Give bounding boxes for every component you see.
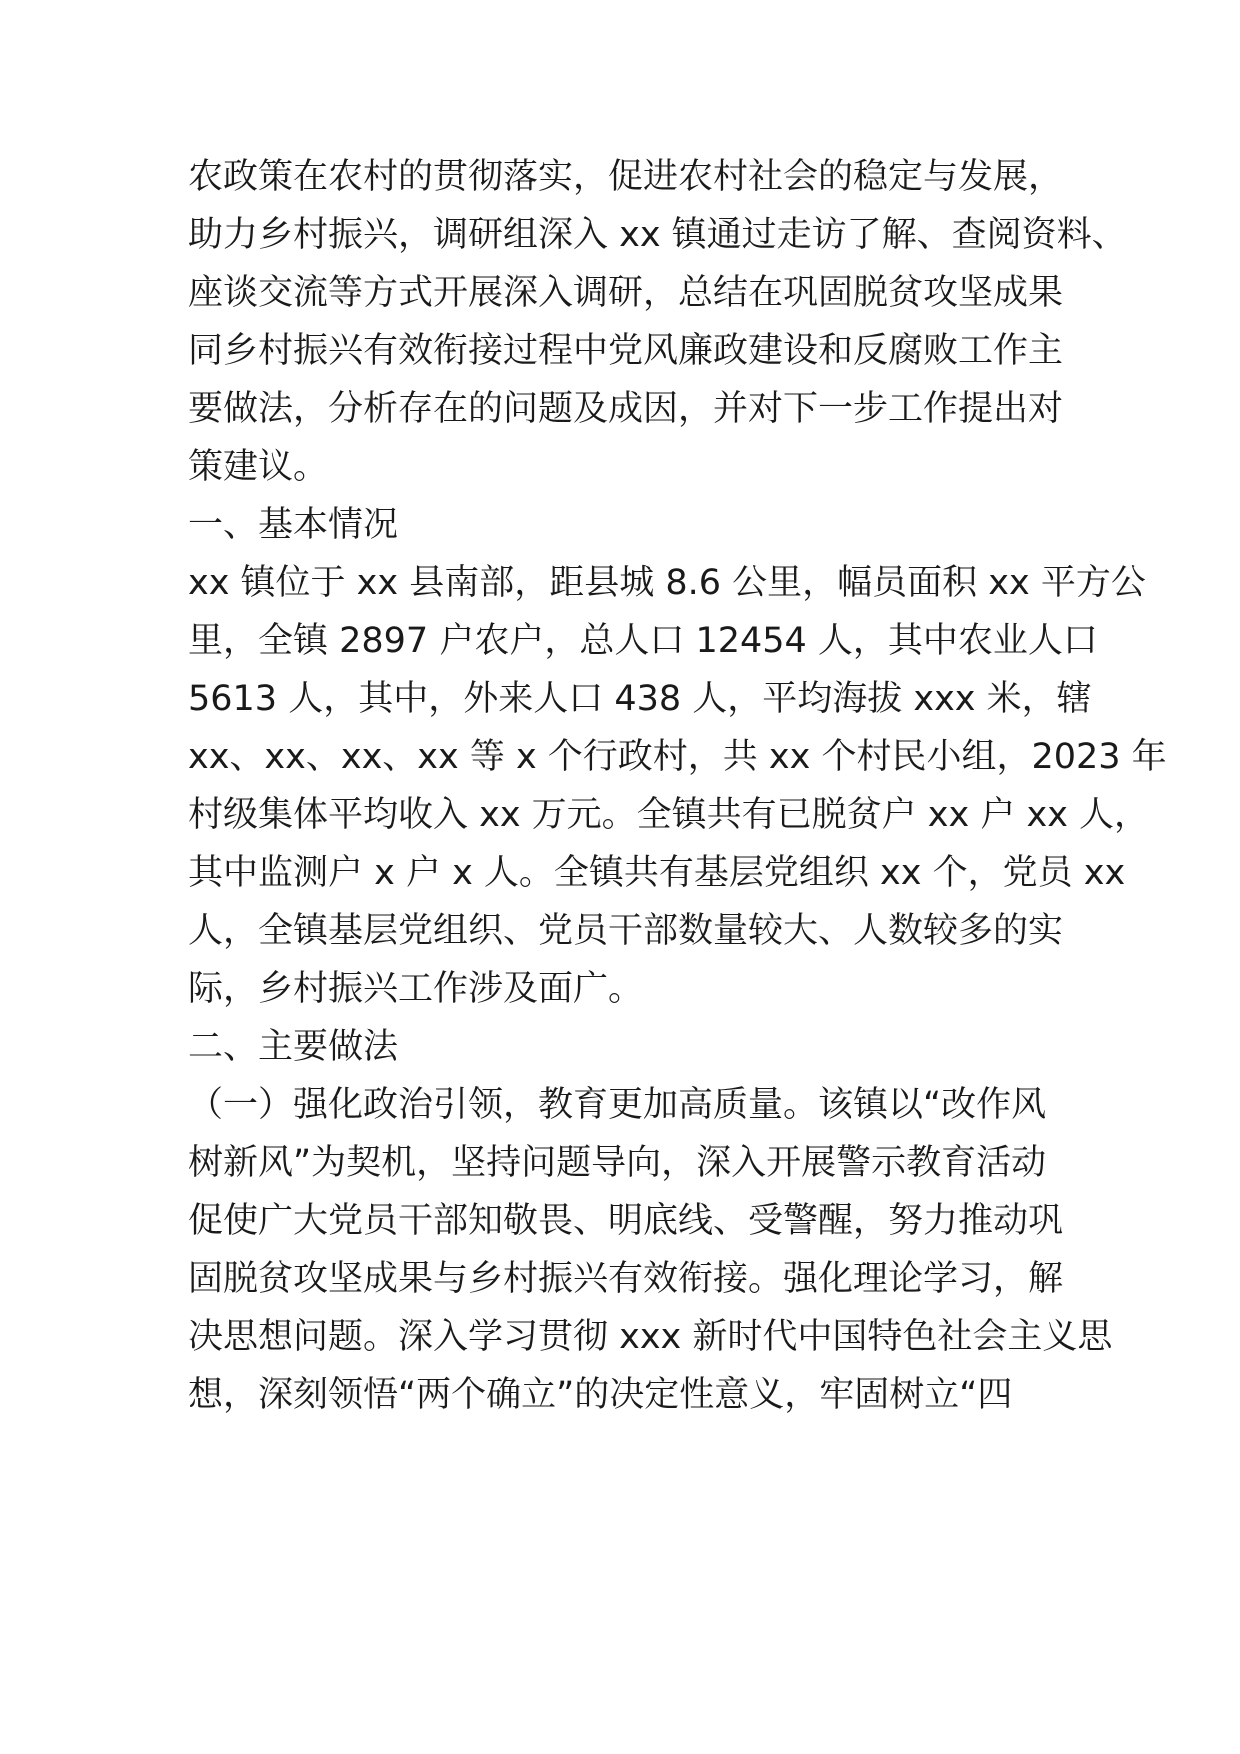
text-line: 决思想问题。深入学习贯彻 xxx 新时代中国特色社会主义思: [188, 1317, 1113, 1357]
text-line: （一）强化政治引领，教育更加高质量。该镇以“改作风: [188, 1085, 1047, 1125]
text-line: 想，深刻领悟“两个确立”的决定性意义，牢固树立“四: [188, 1375, 1013, 1415]
text-line: 助力乡村振兴，调研组深入 xx 镇通过走访了解、查阅资料、: [188, 215, 1127, 255]
text-line: 同乡村振兴有效衔接过程中党风廉政建设和反腐败工作主: [188, 331, 1064, 371]
text-line: 策建议。: [188, 447, 329, 487]
text-line: 要做法，分析存在的问题及成因，并对下一步工作提出对: [188, 389, 1064, 429]
text-line: 际，乡村振兴工作涉及面广。: [188, 969, 644, 1009]
section-heading: 一、基本情况: [188, 505, 399, 545]
text-line: 固脱贫攻坚成果与乡村振兴有效衔接。强化理论学习，解: [188, 1259, 1064, 1299]
text-line: 座谈交流等方式开展深入调研，总结在巩固脱贫攻坚成果: [188, 273, 1064, 313]
text-line: 5613 人，其中，外来人口 438 人，平均海拔 xxx 米，辖: [188, 679, 1092, 719]
text-line: 其中监测户 x 户 x 人。全镇共有基层党组织 xx 个，党员 xx: [188, 853, 1126, 893]
text-line: 人，全镇基层党组织、党员干部数量较大、人数较多的实: [188, 911, 1064, 951]
text-line: 农政策在农村的贯彻落实，促进农村社会的稳定与发展，: [188, 157, 1064, 197]
text-line: xx 镇位于 xx 县南部，距县城 8.6 公里，幅员面积 xx 平方公: [188, 563, 1146, 603]
text-line: 树新风”为契机，坚持问题导向，深入开展警示教育活动: [188, 1143, 1047, 1183]
text-line: 促使广大党员干部知敬畏、明底线、受警醒，努力推动巩: [188, 1201, 1064, 1241]
text-line: 村级集体平均收入 xx 万元。全镇共有已脱贫户 xx 户 xx 人，: [188, 795, 1150, 835]
section-heading: 二、主要做法: [188, 1027, 399, 1067]
text-line: xx、xx、xx、xx 等 x 个行政村，共 xx 个村民小组，2023 年: [188, 737, 1167, 777]
text-line: 里，全镇 2897 户农户，总人口 12454 人，其中农业人口: [188, 621, 1098, 661]
